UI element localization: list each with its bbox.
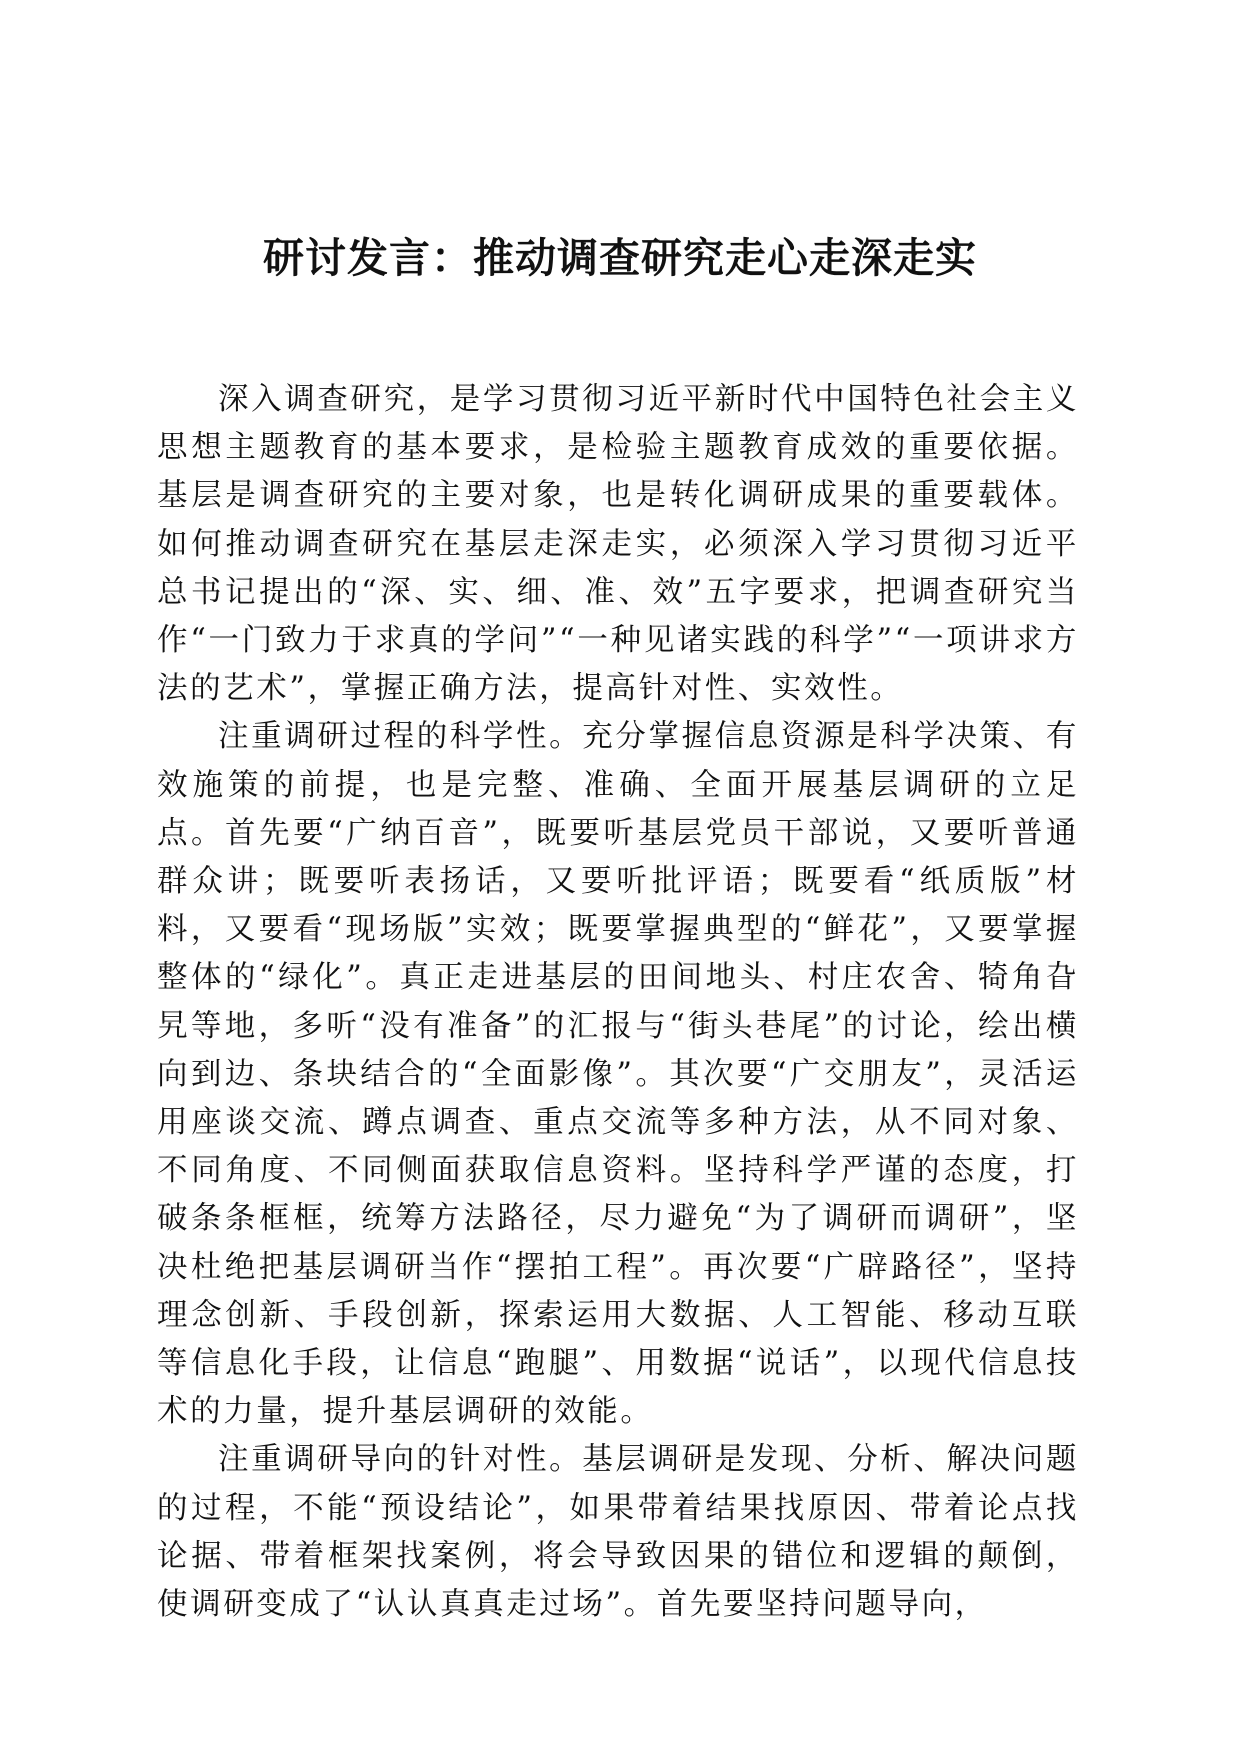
document-body bbox=[157, 376, 1079, 1629]
document-title: 研讨发言：推动调查研究走心走深走实 bbox=[263, 234, 977, 282]
paragraph-intro: 深入调查研究，是学习贯彻习近平新时代中国特色社会主义思想主题教育的基本要求，是检验主题教育成效的重要依据。基层是调查研究的主要对象，也是转化调研成果的重要载体。如何推动调查研究在基层走深走实，必须深入学习贯彻习近平总书记提出的“深、实、细、准、效”五字要求，把调查研究当作“一门致力于求真的学问”“一种见诸实践的科学”“一项讲求方法的艺术”，掌握正确方法，提高针对性、实效性。 bbox=[157, 382, 1079, 707]
paragraph-research-orientation: 注重调研导向的针对性。基层调研是发现、分析、解决问题的过程，不能“预设结论”，如果带着结果找原因、带着论点找论据、带着框架找案例，将会导致因果的错位和逻辑的颠倒，使调研变成了“认认真真走过场”。首先要坚持问题导向， bbox=[157, 1442, 1079, 1623]
paragraph-research-process: 注重调研过程的科学性。充分掌握信息资源是科学决策、有效施策的前提，也是完整、准确、全面开展基层调研的立足点。首先要“广纳百音”，既要听基层党员干部说，又要听普通群众讲；既要听表扬话，又要听批评语；既要看“纸质版”材料，又要看“现场版”实效；既要掌握典型的“鲜花”，又要掌握整体的“绿化”。真正走进基层的田间地头、村庄农舍、犄角旮旯等地，多听“没有准备”的汇报与“街头巷尾”的讨论，绘出横向到边、条块结合的“全面影像”。其次要“广交朋友”，灵活运用座谈交流、蹲点调查、重点交流等多种方法，从不同对象、不同角度、不同侧面获取信息资料。坚持科学严谨的态度，打破条条框框，统筹方法路径，尽力避免“为了调研而调研”，坚决杜绝把基层调研当作“摆拍工程”。再次要“广辟路径”，坚持理念创新、手段创新，探索运用大数据、人工智能、移动互联等信息化手段，让信息“跑腿”、用数据“说话”，以现代信息技术的力量，提升基层调研的效能。 bbox=[157, 719, 1079, 1430]
